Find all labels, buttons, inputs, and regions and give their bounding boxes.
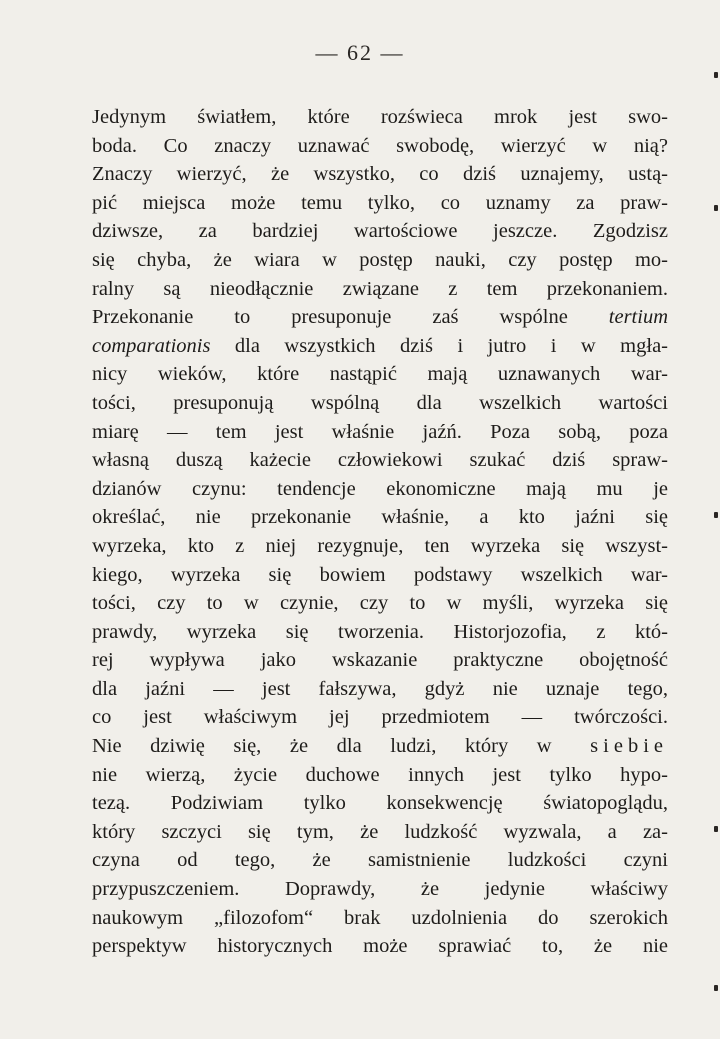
text-line	[92, 703, 668, 732]
text-run: perspektyw historycznych może sprawiać to, że nie	[92, 935, 668, 958]
text-line	[92, 303, 668, 332]
text-run: wyrzeka, kto z niej rezygnuje, ten wyrzeka się wszyst-	[92, 534, 668, 557]
text-run: dla wszystkich dziś i jutro i w mgła-	[210, 334, 668, 357]
text-run: własną duszą każecie człowiekowi szukać dziś spraw-	[92, 449, 668, 472]
text-line	[92, 846, 668, 875]
text-run: Nie dziwię się, że dla ludzi, który	[92, 735, 537, 758]
text-line	[92, 389, 668, 418]
text-line	[92, 932, 668, 961]
text-run: boda. Co znaczy uznawać swobodę, wierzyć w nią?	[92, 134, 668, 157]
text-run: ralny są nieodłącznie związane z tem przekonaniem.	[92, 277, 668, 300]
text-run: co jest właściwym jej przedmiotem — twórczości.	[92, 706, 668, 729]
text-line	[92, 332, 668, 361]
text-line	[92, 618, 668, 647]
text-run: określać, nie przekonanie właśnie, a kto jaźni się	[92, 506, 668, 529]
text-line	[92, 189, 668, 218]
edge-mark	[714, 985, 718, 991]
text-run: pić miejsca może temu tylko, co uznamy za praw-	[92, 191, 668, 214]
text-line	[92, 818, 668, 847]
text-line	[92, 503, 668, 532]
edge-mark	[714, 826, 718, 832]
spaced-emphasis: w siebie	[536, 735, 668, 758]
text-run: który szczyci się tym, że ludzkość wyzwala, a za-	[92, 820, 668, 843]
italic-term: comparationis	[92, 334, 211, 357]
text-run: dziwsze, za bardziej wartościowe jeszcze. Zgodzisz	[92, 220, 668, 243]
page-number: — 62 —	[315, 40, 405, 65]
text-line	[92, 561, 668, 590]
text-run: przypuszczeniem. Doprawdy, że jedynie właściwy	[92, 878, 668, 901]
text-line	[92, 446, 668, 475]
text-line	[92, 132, 668, 161]
edge-mark	[714, 512, 718, 518]
text-run: tezą. Podziwiam tylko konsekwencję światopoglądu,	[92, 792, 668, 815]
text-line	[92, 904, 668, 933]
text-run: naukowym „filozofom“ brak uzdolnienia do szerokich	[92, 906, 668, 929]
edge-mark	[714, 205, 718, 211]
text-line	[92, 103, 668, 132]
text-line	[92, 475, 668, 504]
text-line	[92, 589, 668, 618]
text-line	[92, 732, 668, 761]
text-run: nicy wieków, które nastąpić mają uznawanych war-	[92, 363, 668, 386]
italic-term: tertium	[608, 306, 668, 329]
text-line	[92, 789, 668, 818]
text-line	[92, 246, 668, 275]
text-line	[92, 418, 668, 447]
text-run: dla jaźni — jest fałszywa, gdyż nie uznaje tego,	[92, 677, 668, 700]
text-line	[92, 875, 668, 904]
text-run: tości, czy to w czynie, czy to w myśli, wyrzeka się	[92, 592, 668, 615]
text-line	[92, 160, 668, 189]
text-run: kiego, wyrzeka się bowiem podstawy wszelkich war-	[92, 563, 668, 586]
text-run: Przekonanie to presuponuje zaś wspólne	[92, 306, 609, 329]
text-run: się chyba, że wiara w postęp nauki, czy postęp mo-	[92, 248, 668, 271]
text-line	[92, 217, 668, 246]
body-text	[92, 103, 668, 961]
edge-mark	[714, 72, 718, 78]
text-run: Znaczy wierzyć, że wszystko, co dziś uznajemy, ustą-	[92, 163, 668, 186]
text-run: dzianów czynu: tendencje ekonomiczne mają mu je	[92, 477, 668, 500]
text-line	[92, 675, 668, 704]
text-line	[92, 646, 668, 675]
text-run: Jedynym światłem, które rozświeca mrok jest swo-	[92, 106, 668, 128]
text-line	[92, 532, 668, 561]
text-run: miarę — tem jest właśnie jaźń. Poza sobą, poza	[92, 420, 668, 443]
text-run: czyna od tego, że samistnienie ludzkości czyni	[92, 849, 668, 872]
text-line	[92, 275, 668, 304]
text-run: tości, presuponują wspólną dla wszelkich wartości	[92, 391, 668, 414]
text-line	[92, 360, 668, 389]
text-run: prawdy, wyrzeka się tworzenia. Historjozofia, z któ-	[92, 620, 668, 643]
text-run: nie wierzą, życie duchowe innych jest tylko hypo-	[92, 763, 668, 786]
text-run: rej wypływa jako wskazanie praktyczne obojętność	[92, 649, 668, 672]
text-line	[92, 761, 668, 790]
